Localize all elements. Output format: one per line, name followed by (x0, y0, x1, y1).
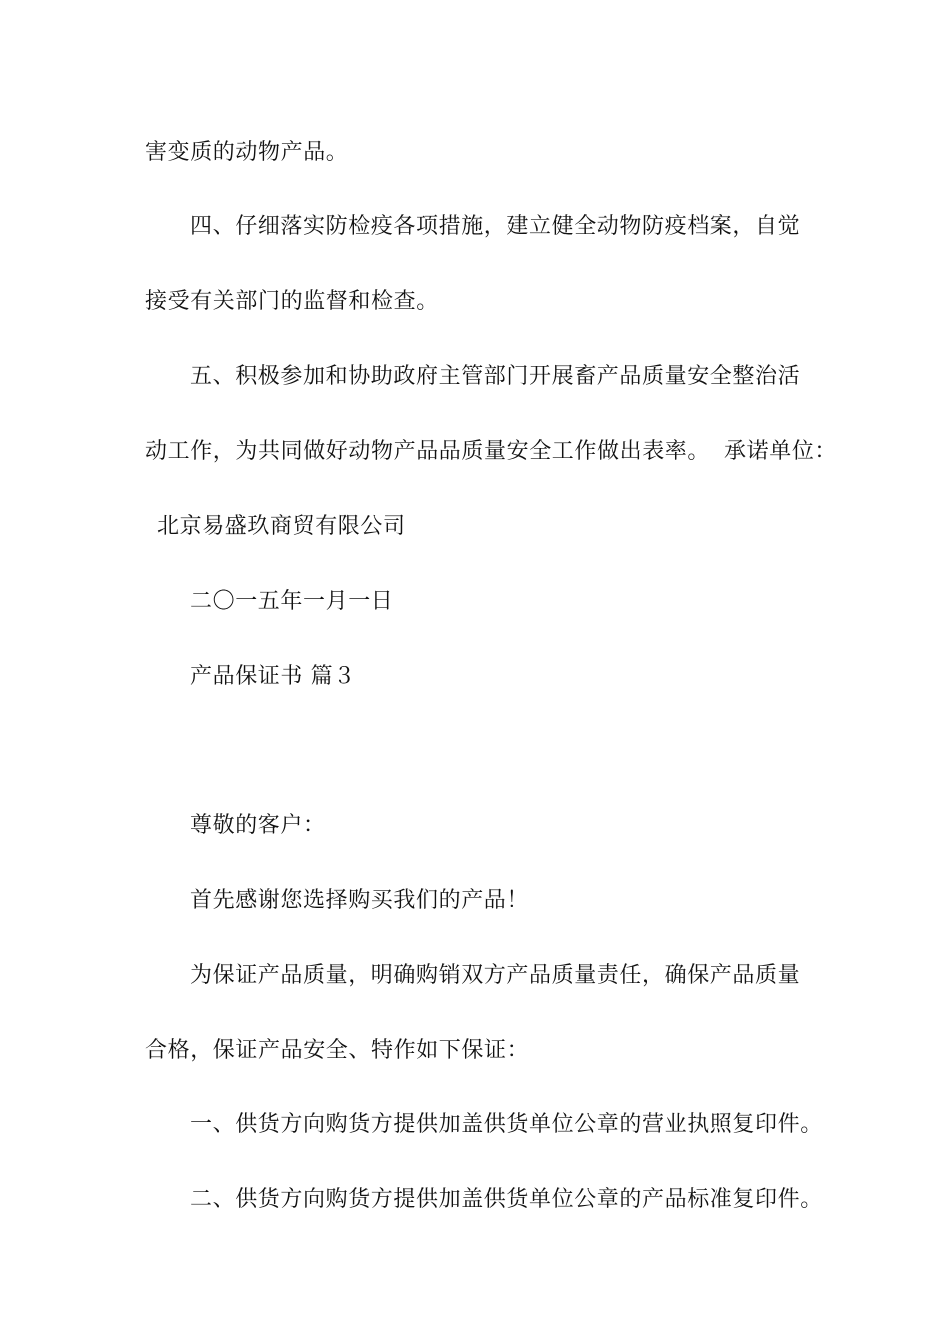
paragraph-text: 动工作，为共同做好动物产品品质量安全工作做出表率。 (145, 439, 711, 464)
paragraph-line: 合格，保证产品安全、特作如下保证： (145, 1038, 530, 1063)
paragraph-line: 害变质的动物产品。 (145, 140, 349, 165)
paragraph-line: 首先感谢您选择购买我们的产品！ (190, 888, 530, 913)
signature-date: 二〇一五年一月一日 (190, 589, 394, 614)
paragraph-line: 接受有关部门的监督和检查。 (145, 289, 439, 314)
paragraph-line: 四、仔细落实防检疫各项措施，建立健全动物防疫档案，自觉 (190, 214, 801, 239)
paragraph-line: 五、积极参加和协助政府主管部门开展畜产品质量安全整治活 (190, 364, 801, 389)
paragraph-line: 二、供货方向购货方提供加盖供货单位公章的产品标准复印件。 (190, 1187, 823, 1212)
paragraph-line-with-sign (145, 437, 837, 467)
paragraph-line: 一、供货方向购货方提供加盖供货单位公章的营业执照复印件。 (190, 1112, 823, 1137)
section-title: 产品保证书 篇３ (190, 664, 356, 689)
salutation: 尊敬的客户： (190, 813, 326, 838)
signing-unit-label: 承诺单位： (724, 439, 838, 464)
paragraph-line: 为保证产品质量，明确购销双方产品质量责任，确保产品质量 (190, 963, 801, 988)
company-name: 北京易盛玖商贸有限公司 (157, 514, 406, 539)
